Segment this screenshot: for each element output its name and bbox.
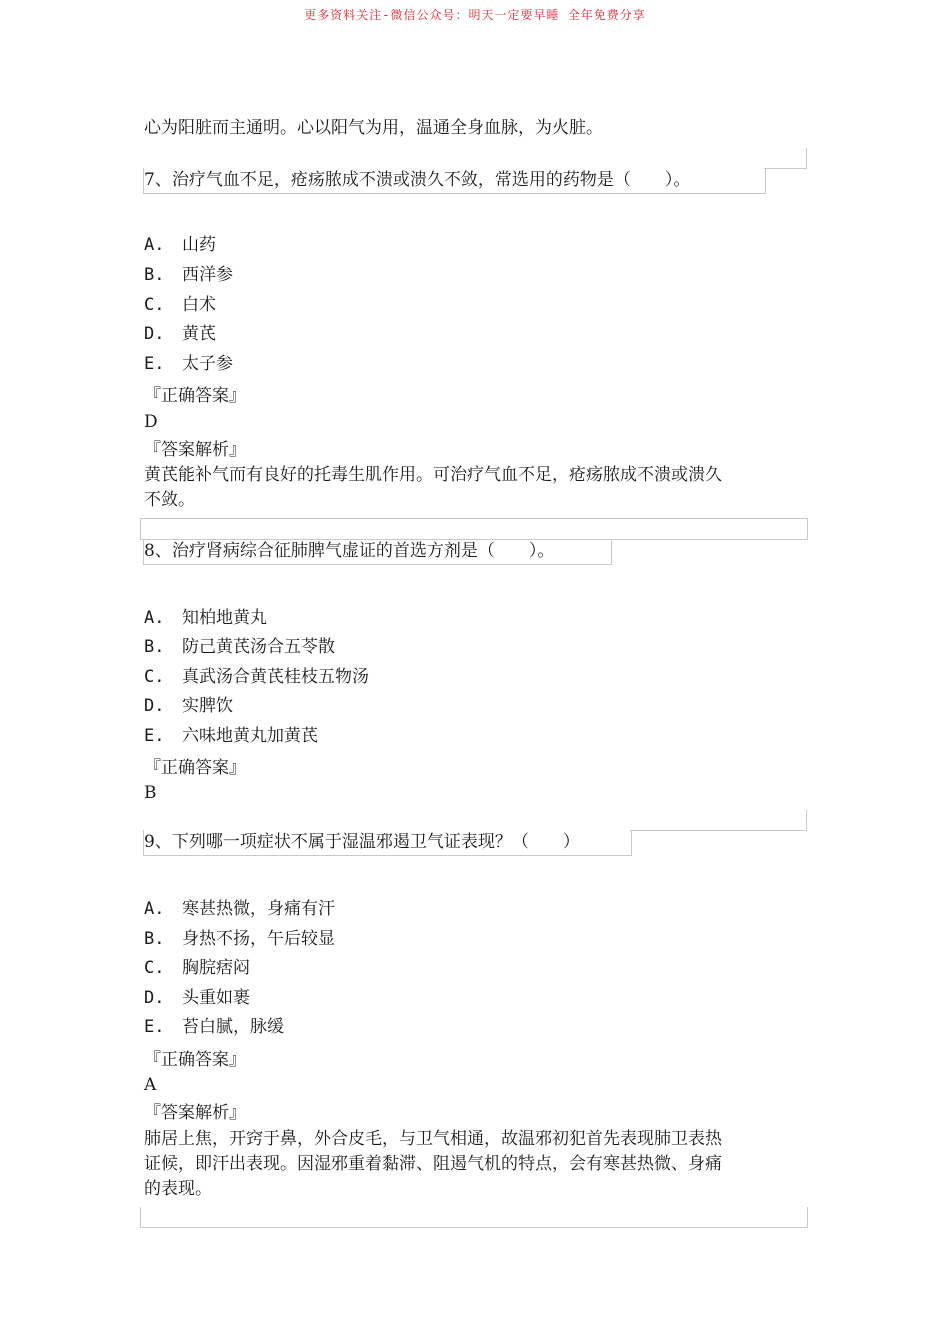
frame-line [806,148,807,168]
option-letter: E. [144,354,165,374]
frame-line [630,830,807,831]
analysis-line: 证候，即汗出表现。因湿邪重着黏滞、阻遏气机的特点，会有寒甚热微、身痛 [144,1154,722,1174]
option-letter: A. [144,608,165,628]
analysis-line: 的表现。 [144,1179,212,1199]
question-8-option-c[interactable] [144,665,369,690]
frame-line [806,810,807,830]
option-letter: A. [144,235,165,255]
option-text: 身热不扬，午后较显 [182,929,335,949]
option-text: 防己黄芪汤合五苓散 [182,637,335,657]
question-7-option-c[interactable] [144,293,216,318]
option-text: 山药 [182,235,216,255]
option-letter: E. [144,726,165,746]
question-9-option-b[interactable] [144,927,335,952]
question-7-option-e[interactable] [144,352,233,377]
option-text: 知柏地黄丸 [182,608,267,628]
option-letter: C. [144,958,165,978]
question-9-option-c[interactable] [144,956,250,981]
analysis-line: 肺居上焦，开窍于鼻，外合皮毛，与卫气相通，故温邪初犯首先表现肺卫表热 [144,1129,722,1149]
option-text: 苔白腻，脉缓 [182,1017,284,1037]
answer-value: D [144,412,158,432]
answer-value: B [144,783,157,803]
analysis-line: 不敛。 [144,490,195,510]
question-7-option-a[interactable] [144,233,216,258]
option-text: 西洋参 [182,265,233,285]
option-letter: B. [144,637,165,657]
question-8-option-d[interactable] [144,694,233,719]
top-banner: 更多资料关注-微信公众号：明天一定要早睡 全年免费分享 [304,8,646,22]
question-8-option-b[interactable] [144,635,335,660]
option-letter: E. [144,1017,165,1037]
option-text: 太子参 [182,354,233,374]
option-letter: D. [144,988,165,1008]
option-letter: C. [144,295,165,315]
question-7-option-d[interactable] [144,322,216,347]
question-8-stem: 8、治疗肾病综合征肺脾气虚证的首选方剂是（ ）。 [144,541,555,561]
question-9-option-a[interactable] [144,897,335,922]
analysis-heading: 『答案解析』 [144,1103,246,1123]
option-letter: A. [144,899,165,919]
option-text: 头重如裹 [182,988,250,1008]
option-text: 六味地黄丸加黄芪 [182,726,318,746]
option-text: 黄芪 [182,324,216,344]
option-letter: D. [144,696,165,716]
option-text: 白术 [182,295,216,315]
question-8-option-a[interactable] [144,606,267,631]
option-letter: B. [144,265,165,285]
answer-heading: 『正确答案』 [144,1050,246,1070]
question-8-option-e[interactable] [144,724,318,749]
analysis-line: 黄芪能补气而有良好的托毒生肌作用。可治疗气血不足，疮疡脓成不溃或溃久 [144,465,722,485]
option-letter: B. [144,929,165,949]
frame-line [764,168,807,169]
option-text: 寒甚热微，身痛有汗 [182,899,335,919]
frame-line [140,518,808,540]
question-7-stem: 7、治疗气血不足，疮疡脓成不溃或溃久不敛，常选用的药物是（ ）。 [144,170,691,190]
option-text: 实脾饮 [182,696,233,716]
question-9-option-e[interactable] [144,1015,284,1040]
option-text: 胸脘痞闷 [182,958,250,978]
answer-heading: 『正确答案』 [144,386,246,406]
question-7-option-b[interactable] [144,263,233,288]
intro-line: 心为阳脏而主通明。心以阳气为用，温通全身血脉，为火脏。 [144,118,603,138]
option-letter: C. [144,667,165,687]
question-9-stem: 9、下列哪一项症状不属于湿温邪遏卫气证表现？（ ） [144,832,580,852]
option-letter: D. [144,324,165,344]
option-text: 真武汤合黄芪桂枝五物汤 [182,667,369,687]
question-9-option-d[interactable] [144,986,250,1011]
analysis-heading: 『答案解析』 [144,440,246,460]
answer-heading: 『正确答案』 [144,758,246,778]
frame-line [140,1207,808,1228]
answer-value: A [144,1075,157,1095]
